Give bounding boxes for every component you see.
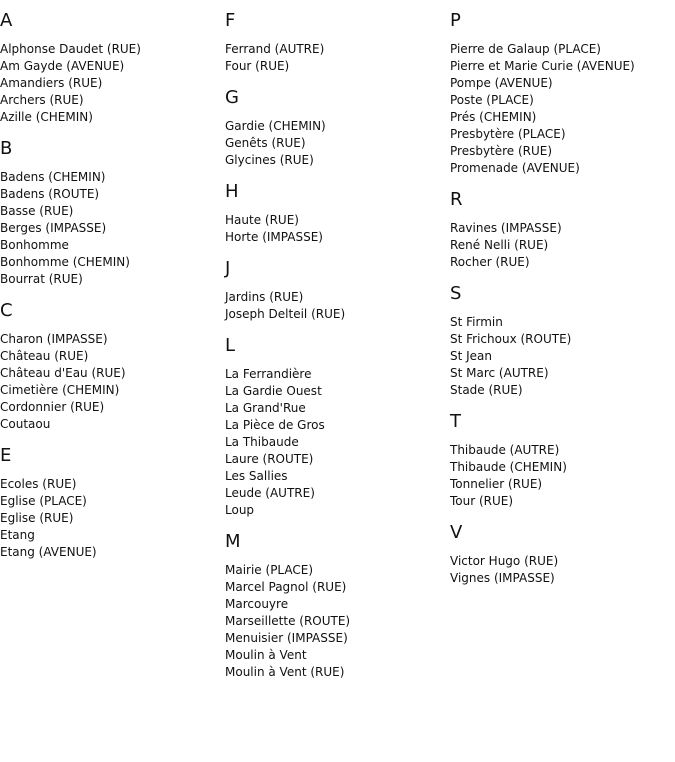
letter-heading: V <box>450 522 463 543</box>
street-link[interactable]: Marcouyre <box>225 597 289 611</box>
street-link[interactable]: Ravines (IMPASSE) <box>450 221 562 235</box>
index-column-1 <box>0 0 225 561</box>
letter-heading: A <box>0 10 13 31</box>
street-link[interactable]: Genêts (RUE) <box>225 136 306 150</box>
index-column-2 <box>225 0 450 681</box>
street-link[interactable]: St Marc (AUTRE) <box>450 366 549 380</box>
letter-heading: M <box>225 531 241 552</box>
street-link[interactable]: Four (RUE) <box>225 59 290 73</box>
letter-group <box>0 446 225 561</box>
street-link[interactable]: Moulin à Vent <box>225 648 307 662</box>
letter-group <box>450 190 675 271</box>
letter-heading: P <box>450 10 461 31</box>
street-link[interactable]: Cimetière (CHEMIN) <box>0 383 120 397</box>
street-link[interactable]: Basse (RUE) <box>0 204 74 218</box>
street-link[interactable]: Prés (CHEMIN) <box>450 110 537 124</box>
street-list <box>0 476 225 561</box>
street-list <box>225 366 450 519</box>
street-link[interactable]: Horte (IMPASSE) <box>225 230 323 244</box>
street-list <box>450 41 675 177</box>
street-link[interactable]: Presbytère (PLACE) <box>450 127 566 141</box>
street-list <box>225 41 450 75</box>
street-link[interactable]: Haute (RUE) <box>225 213 299 227</box>
street-link[interactable]: La Grand'Rue <box>225 401 306 415</box>
index-column-3 <box>450 0 675 587</box>
street-list <box>0 331 225 433</box>
street-link[interactable]: St Jean <box>450 349 493 363</box>
street-link[interactable]: Rocher (RUE) <box>450 255 530 269</box>
street-list <box>450 442 675 510</box>
street-list <box>0 41 225 126</box>
letter-heading: J <box>225 258 231 279</box>
street-link[interactable]: Château (RUE) <box>0 349 89 363</box>
street-link[interactable]: Alphonse Daudet (RUE) <box>0 42 141 56</box>
street-link[interactable]: Victor Hugo (RUE) <box>450 554 559 568</box>
letter-heading: C <box>0 300 13 321</box>
street-link[interactable]: La Thibaude <box>225 435 299 449</box>
street-link[interactable]: Badens (ROUTE) <box>0 187 100 201</box>
street-link[interactable]: Marseillette (ROUTE) <box>225 614 351 628</box>
letter-group <box>450 284 675 399</box>
street-link[interactable]: Ferrand (AUTRE) <box>225 42 325 56</box>
letter-group <box>450 523 675 587</box>
street-list <box>450 220 675 271</box>
street-link[interactable]: Thibaude (CHEMIN) <box>450 460 567 474</box>
letter-heading: F <box>225 10 236 31</box>
street-link[interactable]: Mairie (PLACE) <box>225 563 314 577</box>
street-link[interactable]: Poste (PLACE) <box>450 93 534 107</box>
street-link[interactable]: Leude (AUTRE) <box>225 486 315 500</box>
street-list <box>225 562 450 681</box>
street-link[interactable]: Tour (RUE) <box>450 494 514 508</box>
letter-group <box>0 11 225 126</box>
street-list <box>450 553 675 587</box>
street-link[interactable]: Joseph Delteil (RUE) <box>225 307 346 321</box>
street-link[interactable]: Moulin à Vent (RUE) <box>225 665 345 679</box>
street-link[interactable]: St Frichoux (ROUTE) <box>450 332 572 346</box>
street-link[interactable]: Coutaou <box>0 417 51 431</box>
street-link[interactable]: Pompe (AVENUE) <box>450 76 553 90</box>
letter-group <box>225 259 450 323</box>
street-link[interactable]: La Ferrandière <box>225 367 312 381</box>
street-link[interactable]: Pierre de Galaup (PLACE) <box>450 42 601 56</box>
letter-group <box>450 412 675 510</box>
street-list <box>0 169 225 288</box>
street-link[interactable]: Bonhomme (CHEMIN) <box>0 255 130 269</box>
street-link[interactable]: Vignes (IMPASSE) <box>450 571 555 585</box>
street-link[interactable]: Tonnelier (RUE) <box>450 477 543 491</box>
street-link[interactable]: La Pièce de Gros <box>225 418 325 432</box>
street-link[interactable]: Badens (CHEMIN) <box>0 170 106 184</box>
street-link[interactable]: René Nelli (RUE) <box>450 238 549 252</box>
letter-heading: G <box>225 87 239 108</box>
street-link[interactable]: Azille (CHEMIN) <box>0 110 93 124</box>
letter-heading: S <box>450 283 462 304</box>
street-link[interactable]: Amandiers (RUE) <box>0 76 103 90</box>
street-link[interactable]: Château d'Eau (RUE) <box>0 366 126 380</box>
street-link[interactable]: Gardie (CHEMIN) <box>225 119 326 133</box>
street-link[interactable]: Promenade (AVENUE) <box>450 161 580 175</box>
letter-group <box>0 301 225 433</box>
street-link[interactable]: Thibaude (AUTRE) <box>450 443 560 457</box>
street-link[interactable]: Etang <box>0 528 35 542</box>
street-link[interactable]: Laure (ROUTE) <box>225 452 314 466</box>
street-link[interactable]: La Gardie Ouest <box>225 384 322 398</box>
street-link[interactable]: Jardins (RUE) <box>225 290 304 304</box>
letter-heading: E <box>0 445 12 466</box>
letter-group <box>450 11 675 177</box>
street-link[interactable]: Eglise (RUE) <box>0 511 74 525</box>
street-link[interactable]: Bonhomme <box>0 238 69 252</box>
street-list <box>225 118 450 169</box>
street-link[interactable]: Pierre et Marie Curie (AVENUE) <box>450 59 635 73</box>
letter-group <box>0 139 225 288</box>
street-list <box>225 212 450 246</box>
street-link[interactable]: Les Sallies <box>225 469 288 483</box>
street-link[interactable]: St Firmin <box>450 315 503 329</box>
street-link[interactable]: Bourrat (RUE) <box>0 272 83 286</box>
street-list <box>450 314 675 399</box>
letter-group <box>225 11 450 75</box>
letter-group <box>225 88 450 169</box>
letter-heading: T <box>450 411 461 432</box>
street-link[interactable]: Archers (RUE) <box>0 93 84 107</box>
street-link[interactable]: Marcel Pagnol (RUE) <box>225 580 347 594</box>
letter-heading: L <box>225 335 236 356</box>
street-link[interactable]: Cordonnier (RUE) <box>0 400 105 414</box>
street-link[interactable]: Loup <box>225 503 255 517</box>
street-link[interactable]: Menuisier (IMPASSE) <box>225 631 348 645</box>
street-link[interactable]: Ecoles (RUE) <box>0 477 77 491</box>
street-link[interactable]: Glycines (RUE) <box>225 153 314 167</box>
letter-group <box>225 532 450 681</box>
street-link[interactable]: Stade (RUE) <box>450 383 523 397</box>
street-link[interactable]: Presbytère (RUE) <box>450 144 553 158</box>
street-link[interactable]: Etang (AVENUE) <box>0 545 97 559</box>
letter-heading: H <box>225 181 239 202</box>
letter-heading: B <box>0 138 13 159</box>
street-list <box>225 289 450 323</box>
street-link[interactable]: Charon (IMPASSE) <box>0 332 108 346</box>
letter-heading: R <box>450 189 463 210</box>
letter-group <box>225 336 450 519</box>
street-link[interactable]: Eglise (PLACE) <box>0 494 87 508</box>
street-link[interactable]: Berges (IMPASSE) <box>0 221 107 235</box>
letter-group <box>225 182 450 246</box>
street-link[interactable]: Am Gayde (AVENUE) <box>0 59 125 73</box>
